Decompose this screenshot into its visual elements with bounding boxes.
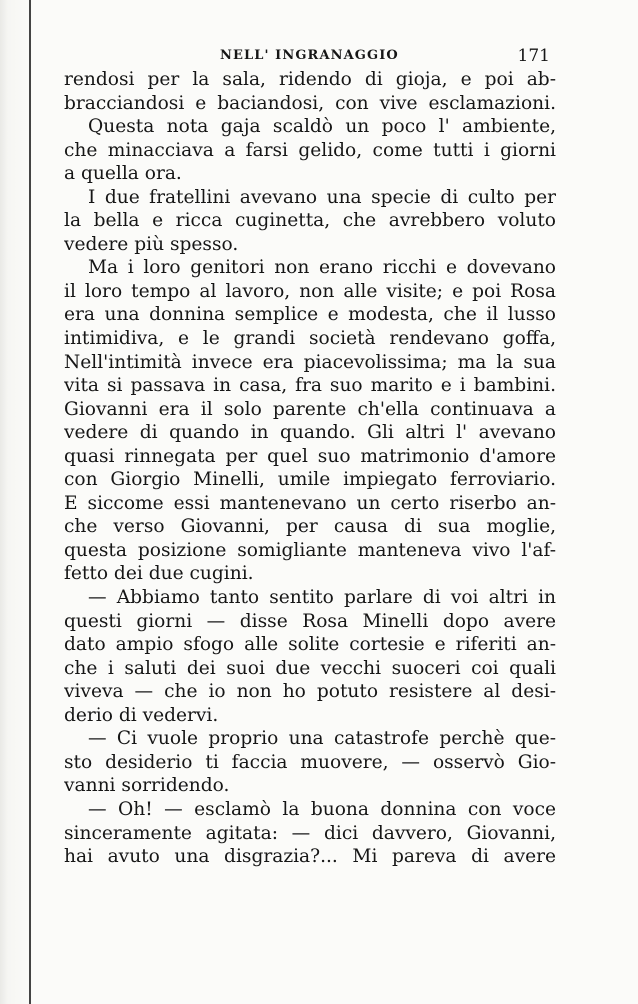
- text-line: che verso Giovanni, per causa di sua moglie,: [64, 516, 556, 538]
- text-line: era una donnina semplice e modesta, che il lusso: [64, 304, 556, 326]
- text-line: — Ci vuole proprio una catastrofe perchè que-: [88, 728, 556, 750]
- text-line: quasi rinnegata per quel suo matrimonio d'amore: [64, 445, 556, 467]
- text-line: la bella e ricca cuginetta, che avrebbero voluto: [64, 210, 556, 232]
- text-line: vedere di quando in quando. Gli altri l' avevano: [64, 422, 556, 444]
- text-line: Giovanni era il solo parente ch'ella continuava a: [64, 398, 556, 420]
- text-line: sto desiderio ti faccia muovere, — osservò Gio-: [64, 751, 556, 773]
- text-line: il loro tempo al lavoro, non alle visite; e poi Rosa: [64, 280, 556, 302]
- page-number: 171: [517, 46, 550, 66]
- text-line: — Abbiamo tanto sentito parlare di voi altri in: [88, 587, 556, 609]
- text-line: bracciandosi e baciandosi, con vive esclamazioni.: [64, 92, 556, 114]
- text-line: con Giorgio Minelli, umile impiegato ferroviario.: [64, 469, 556, 491]
- text-line: Questa nota gaja scaldò un poco l' ambiente,: [88, 116, 556, 138]
- text-line: dato ampio sfogo alle solite cortesie e riferiti an-: [64, 634, 556, 656]
- binding-edge-line: [29, 0, 31, 1004]
- text-line: I due fratellini avevano una specie di culto per: [88, 186, 556, 208]
- text-line: fetto dei due cugini.: [64, 563, 254, 585]
- text-line: che minacciava a farsi gelido, come tutti i giorni: [64, 139, 556, 161]
- text-line: derio di vedervi.: [64, 704, 219, 726]
- text-line: Nell'intimità invece era piacevolissima; ma la sua: [64, 351, 556, 373]
- text-line: vanni sorridendo.: [64, 775, 230, 797]
- text-line: E siccome essi mantenevano un certo riserbo an-: [64, 492, 556, 514]
- text-line: vita si passava in casa, fra suo marito e i bambini.: [64, 375, 556, 397]
- text-line: hai avuto una disgrazia?... Mi pareva di avere: [64, 846, 556, 868]
- running-head: NELL' INGRANAGGIO: [220, 48, 399, 63]
- body-text: [64, 68, 556, 869]
- text-line: questa posizione somigliante manteneva vivo l'af-: [64, 539, 556, 561]
- page-header: [220, 46, 550, 68]
- text-line: intimidiva, e le grandi società rendevano goffa,: [64, 328, 556, 350]
- text-line: rendosi per la sala, ridendo di gioja, e poi ab-: [64, 69, 556, 90]
- text-line: sinceramente agitata: — dici davvero, Giovanni,: [64, 822, 556, 844]
- text-line: — Oh! — esclamò la buona donnina con voce: [88, 798, 556, 820]
- text-line: questi giorni — disse Rosa Minelli dopo avere: [64, 610, 556, 632]
- text-line: che i saluti dei suoi due vecchi suoceri coi quali: [64, 657, 556, 679]
- text-line: viveva — che io non ho potuto resistere al desi-: [64, 681, 556, 703]
- text-line: vedere più spesso.: [64, 233, 239, 255]
- text-line: a quella ora.: [64, 163, 182, 185]
- text-line: Ma i loro genitori non erano ricchi e dovevano: [88, 257, 556, 279]
